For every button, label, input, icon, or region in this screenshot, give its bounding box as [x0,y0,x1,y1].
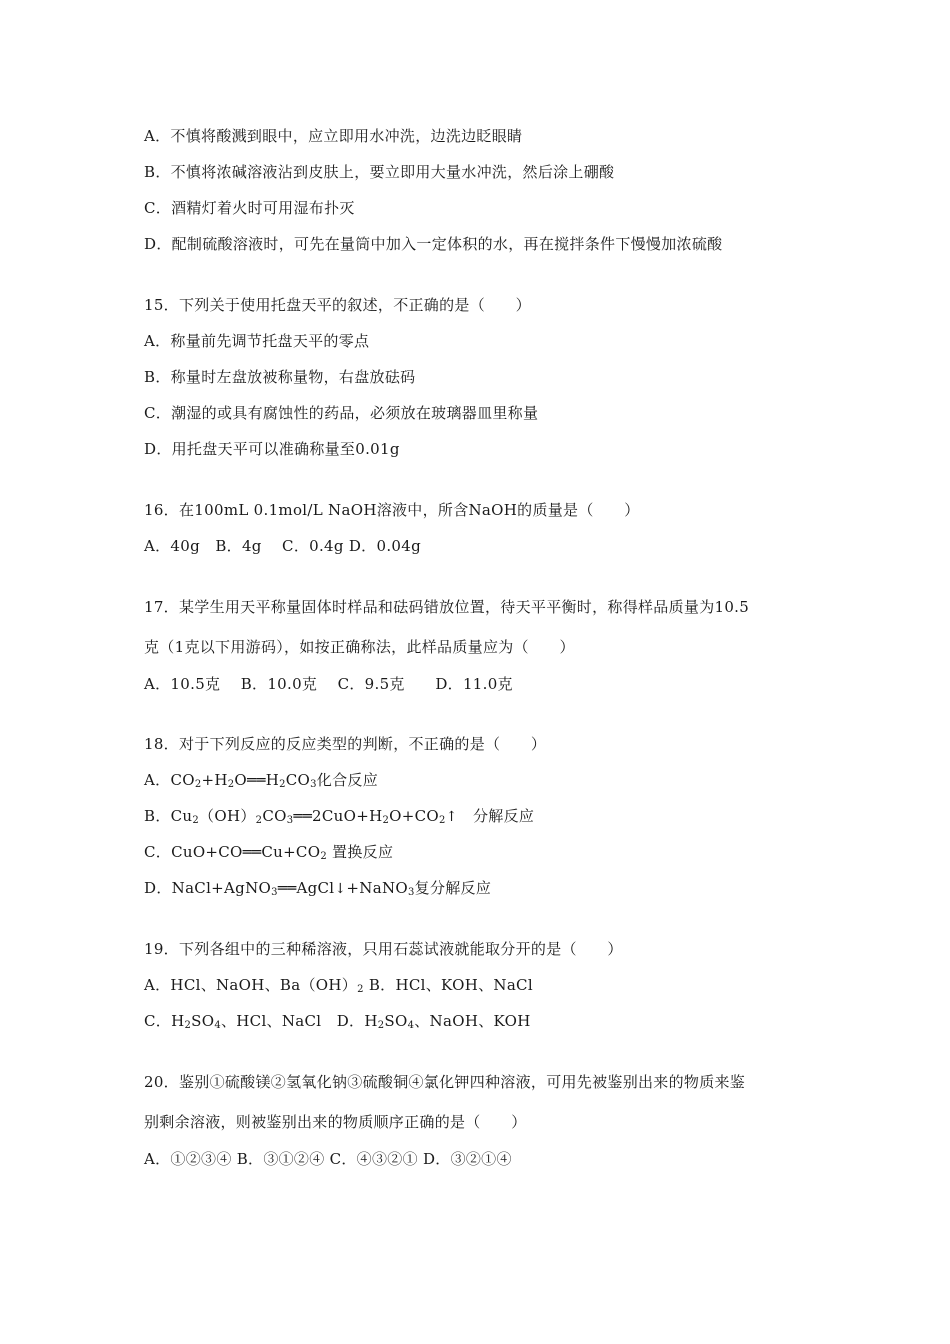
down-arrow-icon: ↓ [334,881,347,897]
q14-option-c: C．酒精灯着火时可用湿布扑灭 [144,199,355,217]
up-arrow-icon: ↑ [445,809,458,825]
q15-option-d: D．用托盘天平可以准确称量至0.01g [144,440,400,458]
q15-option-b: B．称量时左盘放被称量物，右盘放砝码 [144,368,416,386]
q17-stem-line2: 克（1克以下用游码），如按正确称法，此样品质量应为（ ） [144,638,575,656]
q18-option-d: D．NaCl+AgNO$_3$══AgCl↓+NaNO$_3$复分解反应 [144,879,492,898]
equals-sign: ══ [293,807,313,825]
q16-stem: 16．在100mL 0.1mol/L NaOH溶液中，所含NaOH的质量是（ ） [144,501,640,519]
q16-options: A．40g B．4g C．0.4g D．0.04g [144,537,421,555]
q18-option-c: C．$CuO+CO══Cu+CO_2$ 置换反应 [144,843,394,862]
q19-options-ab: A．HCl、NaOH、$Ba(OH)_2$ B．HCl、KOH、NaCl [144,976,533,995]
q19-options-cd: C．$H_2SO_4$、HCl、NaCl D．$H_2SO_4$、NaOH、KOH [144,1012,531,1031]
equals-sign: ══ [247,771,266,789]
equals-sign: ══ [242,843,262,861]
q17-options: A．10.5克 B．10.0克 C．9.5克 D．11.0克 [144,675,513,693]
q14-option-d: D．配制硫酸溶液时，可先在量筒中加入一定体积的水，再在搅拌条件下慢慢加浓硫酸 [144,235,723,253]
q14-option-a: A．不慎将酸溅到眼中，应立即用水冲洗，边洗边眨眼睛 [144,127,523,145]
q20-stem-line2: 别剩余溶液，则被鉴别出来的物质顺序正确的是（ ） [144,1113,527,1131]
q20-options: A．①②③④ B．③①②④ C．④③②① D．③②①④ [144,1150,512,1168]
q17-stem-line1: 17．某学生用天平称量固体时样品和砝码错放位置，待天平平衡时，称得样品质量为10.5 [144,598,750,616]
q14-option-b: B．不慎将浓碱溶液沾到皮肤上，要立即用大量水冲洗，然后涂上硼酸 [144,163,615,181]
q18-option-a: A．$CO_2+H_2O══H_2CO_3$化合反应 [144,771,378,790]
q15-option-a: A．称量前先调节托盘天平的零点 [144,332,370,350]
q15-stem: 15．下列关于使用托盘天平的叙述，不正确的是（ ） [144,296,531,314]
q20-stem-line1: 20．鉴别①硫酸镁②氢氧化钠③硫酸铜④氯化钾四种溶液，可用先被鉴别出来的物质来鉴 [144,1073,746,1091]
q18-stem: 18．对于下列反应的反应类型的判断，不正确的是（ ） [144,735,547,753]
q18-option-b: B．$Cu_2(OH)_2CO_3══2CuO+H_2O+CO_2↑$ 分解反应 [144,807,535,826]
q19-stem: 19．下列各组中的三种稀溶液，只用石蕊试液就能取分开的是（ ） [144,940,623,958]
equals-sign: ══ [277,879,297,897]
q15-option-c: C．潮湿的或具有腐蚀性的药品，必须放在玻璃器皿里称量 [144,404,539,422]
